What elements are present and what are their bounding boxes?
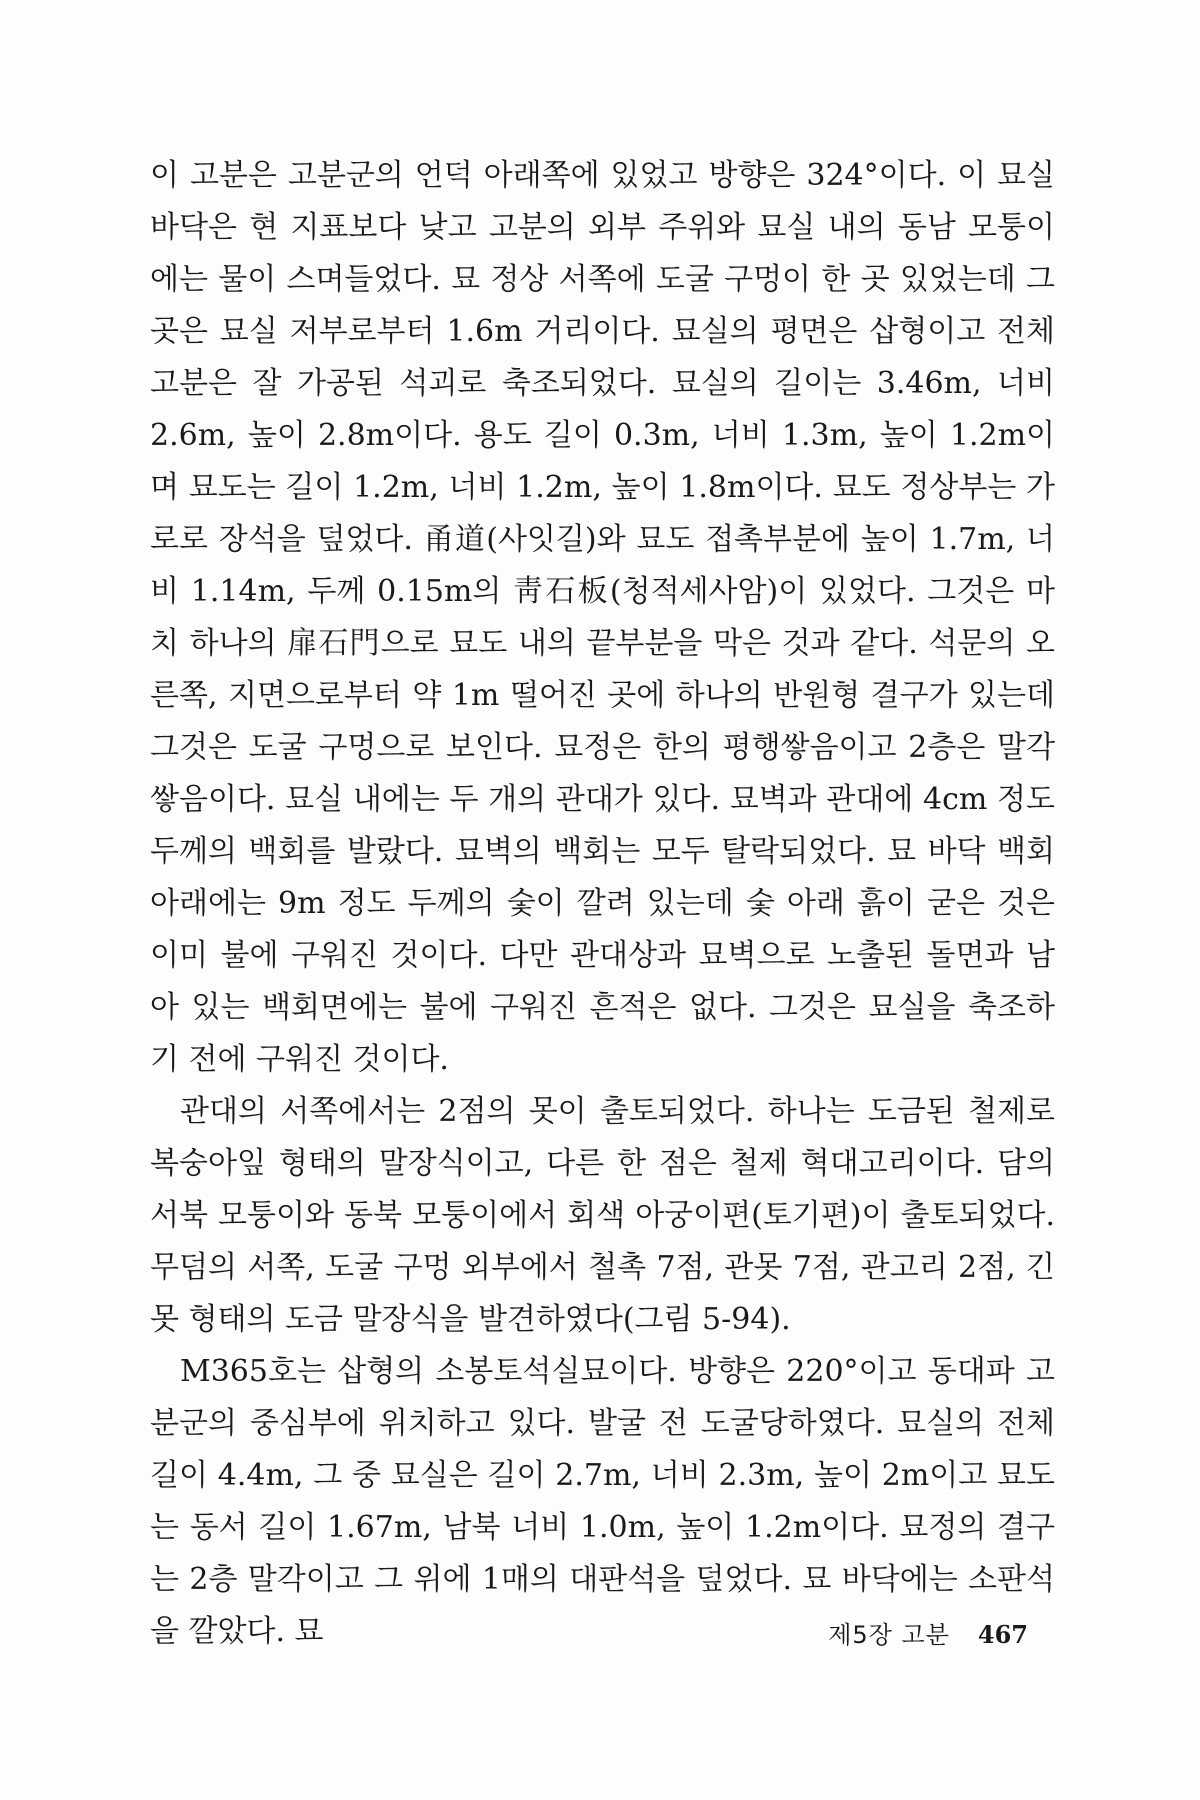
paragraph-m365: M365호는 삽형의 소봉토석실묘이다. 방향은 220°이고 동대파 고분군의 중심부에 위치하고 있다. 발굴 전 도굴당하였다. 묘실의 전체 길이 4.4m, 그 중 묘실은 길이 2.7m, 너비 2.3m, 높이 2m이고 묘도는 동서 길이 1.67m, 남북 너비 1.0m, 높이 1.2m이다. 묘정의 결구는 2층 말각이고 그 위에 1매의 대판석을 덮었다. 묘 바닥에는 소판석을 깔았다. 묘 [150,1354,1055,1649]
running-head: 제5장 고분 [828,1621,950,1649]
paragraph-artifacts: 관대의 서쪽에서는 2점의 못이 출토되었다. 하나는 도금된 철제로 복숭아잎 형태의 말장식이고, 다른 한 점은 철제 혁대고리이다. 담의 서북 모퉁이와 동북 모퉁이에서 회색 아궁이편(토기편)이 출토되었다. 무덤의 서쪽, 도굴 구멍 외부에서 철촉 7점, 관못 7점, 관고리 2점, 긴 못 형태의 도금 말장식을 발견하였다(그림 5-94). [150,1094,1055,1337]
paragraph-tomb-description: 이 고분은 고분군의 언덕 아래쪽에 있었고 방향은 324°이다. 이 묘실 바닥은 현 지표보다 낮고 고분의 외부 주위와 묘실 내의 동남 모퉁이에는 물이 스며들었다. 묘 정상 서쪽에 도굴 구멍이 한 곳 있었는데 그곳은 묘실 저부로부터 1.6m 거리이다. 묘실의 평면은 삽형이고 전체 고분은 잘 가공된 석괴로 축조되었다. 묘실의 길이는 3.46m, 너비 2.6m, 높이 2.8m이다. 용도 길이 0.3m, 너비 1.3m, 높이 1.2m이며 묘도는 길이 1.2m, 너비 1.2m, 높이 1.8m이다. 묘도 정상부는 가로로 장석을 덮었다. 甬道(사잇길)와 묘도 접촉부분에 높이 1.7m, 너비 1.14m, 두께 0.15m의 靑石板(청적세사암)이 있었다. 그것은 마치 하나의 扉石門으로 묘도 내의 끝부분을 막은 것과 같다. 석문의 오른쪽, 지면으로부터 약 1m 떨어진 곳에 하나의 반원형 결구가 있는데 그것은 도굴 구멍으로 보인다. 묘정은 한의 평행쌓음이고 2층은 말각쌓음이다. 묘실 내에는 두 개의 관대가 있다. 묘벽과 관대에 4cm 정도 두께의 백회를 발랐다. 묘벽의 백회는 모두 탈락되었다. 묘 바닥 백회 아래에는 9m 정도 두께의 숯이 깔려 있는데 숯 아래 흙이 굳은 것은 이미 불에 구워진 것이다. 다만 관대상과 묘벽으로 노출된 돌면과 남아 있는 백회면에는 불에 구워진 흔적은 없다. 그것은 묘실을 축조하기 전에 구워진 것이다. [150,158,1055,1077]
page-footer [828,1615,1028,1650]
page-number: 467 [977,1620,1028,1649]
body-text [150,150,1055,1658]
